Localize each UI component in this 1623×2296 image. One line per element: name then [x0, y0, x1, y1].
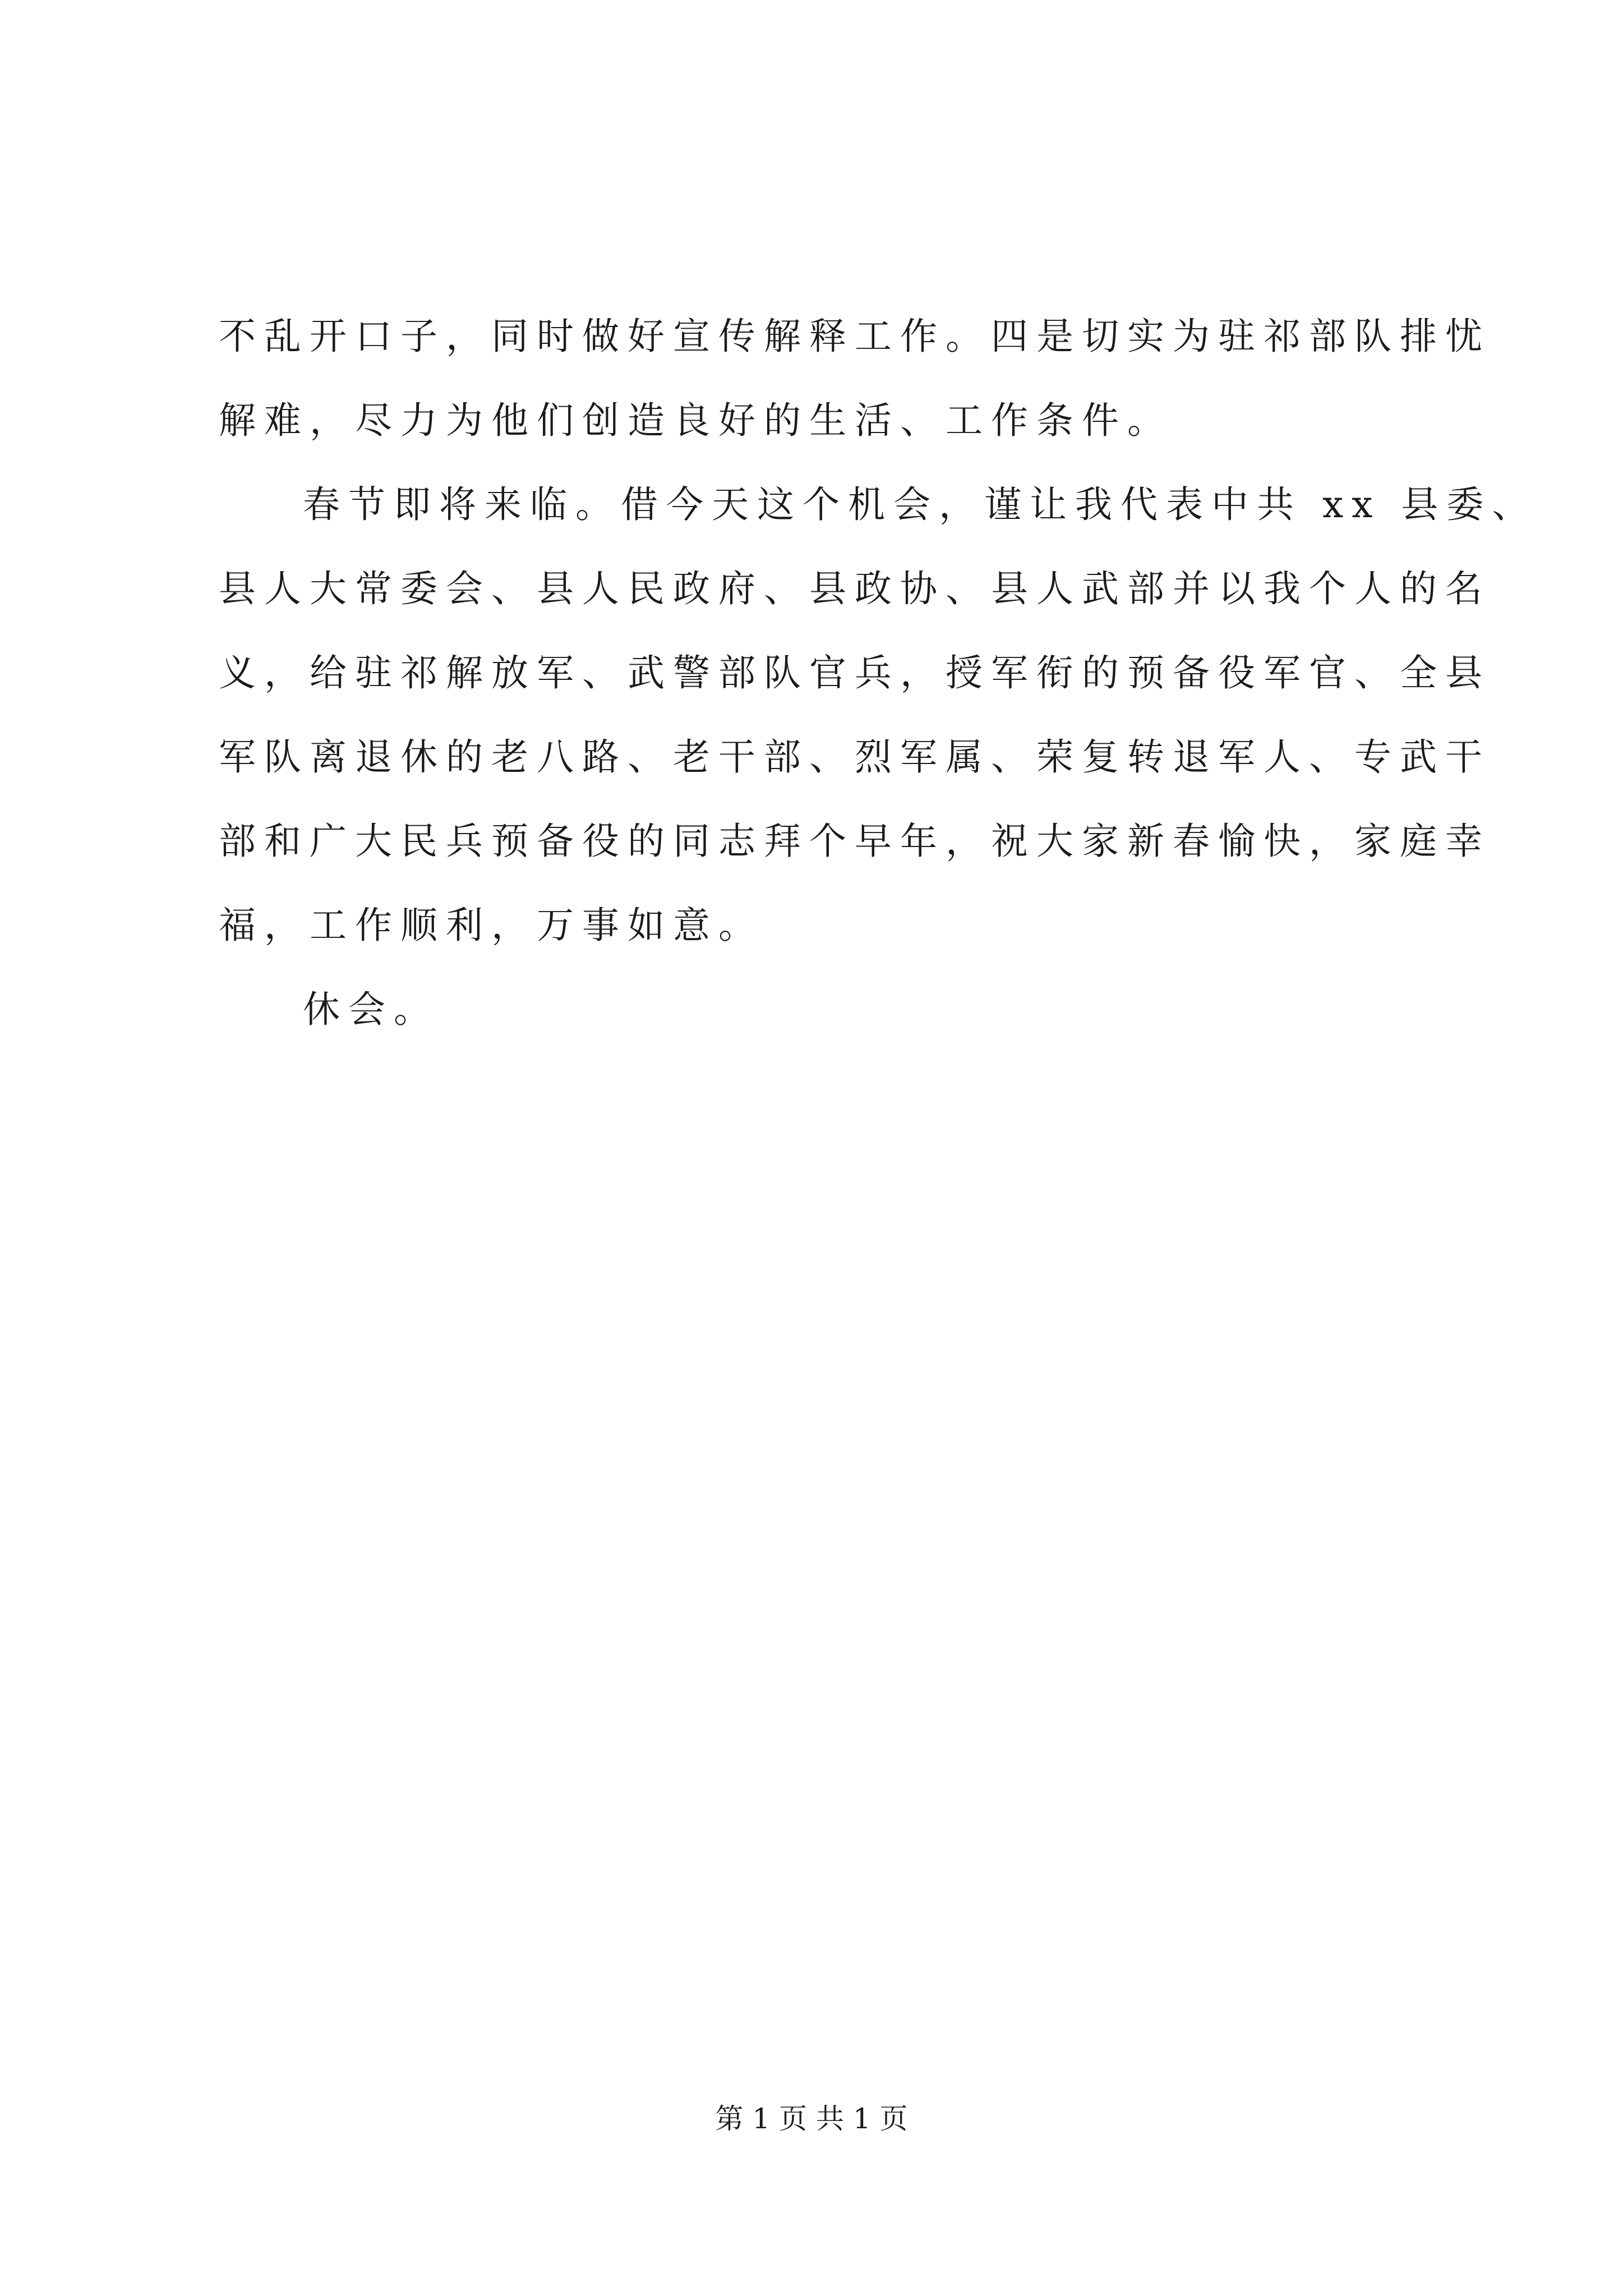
paragraph-line: 义，给驻祁解放军、武警部队官兵，授军衔的预备役军官、全县 [219, 651, 1491, 694]
paragraph-line: 休会。 [303, 988, 439, 1031]
paragraph-line: 军队离退休的老八路、老干部、烈军属、荣复转退军人、专武干 [219, 735, 1491, 779]
paragraph-line: 部和广大民兵预备役的同志拜个早年，祝大家新春愉快，家庭幸 [219, 820, 1491, 863]
page-number-footer: 第 1 页 共 1 页 [715, 2102, 908, 2135]
paragraph-line: 县人大常委会、县人民政府、县政协、县人武部并以我个人的名 [219, 567, 1491, 610]
paragraph-line: 解难，尽力为他们创造良好的生活、工作条件。 [219, 399, 1173, 442]
paragraph-line: 福，工作顺利，万事如意。 [219, 904, 764, 947]
paragraph-line: 不乱开口子，同时做好宣传解释工作。四是切实为驻祁部队排忧 [219, 315, 1491, 358]
paragraph-line: 春节即将来临。借今天这个机会，谨让我代表中共 xx 县委、 [303, 483, 1538, 526]
